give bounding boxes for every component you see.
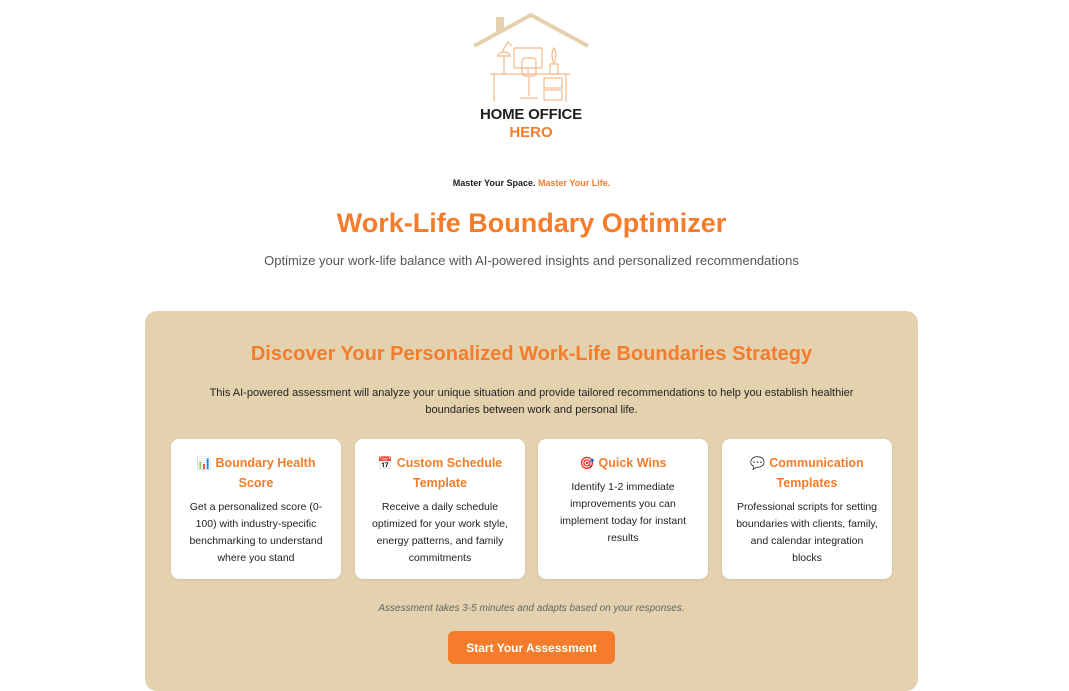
- assessment-duration-note: Assessment takes 3-5 minutes and adapts based on your responses.: [378, 603, 685, 614]
- logo-line2: HERO: [509, 124, 553, 141]
- card-description: Identify 1-2 immediate improvements you can implement today for instant results: [559, 481, 687, 544]
- feature-card-boundary-health-score: [171, 439, 341, 579]
- card-description: Get a personalized score (0-100) with industry-specific benchmarking to understand where you stand: [189, 501, 323, 564]
- card-description: Professional scripts for setting boundaries with clients, family, and calendar integration blocks: [736, 501, 878, 564]
- start-assessment-button[interactable]: Start Your Assessment: [448, 631, 615, 664]
- house-office-illustration-icon: [472, 12, 590, 104]
- tagline: [0, 178, 1063, 188]
- assessment-panel: [145, 311, 918, 691]
- card-description: Receive a daily schedule optimized for your work style, energy patterns, and family commitments: [372, 501, 508, 564]
- feature-card-communication-templates: [722, 439, 892, 579]
- page-subtitle: Optimize your work-life balance with AI-powered insights and personalized recommendations: [264, 253, 799, 268]
- card-title-text: Custom Schedule Template: [396, 456, 503, 490]
- speech-bubble-icon: 💬: [750, 456, 766, 470]
- tagline-part2: Master Your Life.: [538, 178, 611, 188]
- calendar-icon: 📅: [377, 456, 393, 470]
- logo-line1: HOME OFFICE: [480, 106, 582, 123]
- panel-description: This AI-powered assessment will analyze your unique situation and provide tailored recommendations to help you establish healthier boundaries between work and personal life.: [209, 387, 854, 416]
- card-title: [552, 453, 694, 473]
- logo: [472, 12, 590, 142]
- panel-title: Discover Your Personalized Work-Life Boundaries Strategy: [250, 343, 813, 365]
- card-title: [185, 453, 327, 493]
- card-title-text: Quick Wins: [598, 456, 667, 470]
- card-title-text: Communication Templates: [769, 456, 864, 490]
- tagline-part1: Master Your Space.: [452, 178, 536, 188]
- target-icon: 🎯: [579, 456, 595, 470]
- feature-card-quick-wins: [538, 439, 708, 579]
- bar-chart-icon: 📊: [196, 456, 212, 470]
- card-title: [369, 453, 511, 493]
- card-title-text: Boundary Health Score: [215, 456, 316, 490]
- card-title: [736, 453, 878, 493]
- page-title: Work-Life Boundary Optimizer: [336, 208, 727, 238]
- feature-card-custom-schedule-template: [355, 439, 525, 579]
